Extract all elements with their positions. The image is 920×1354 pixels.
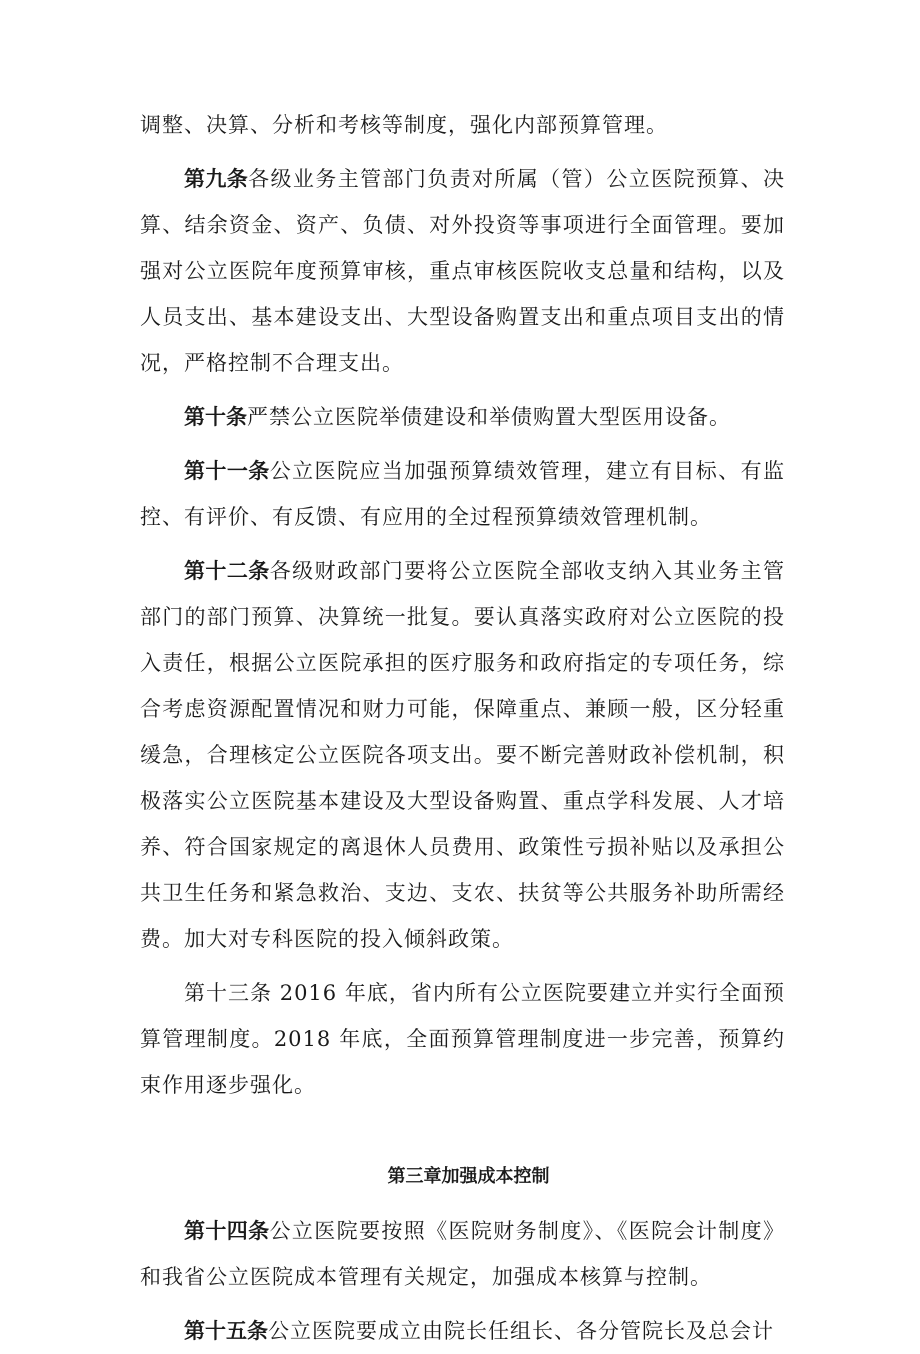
article-text: 第十三条 2016 年底，省内所有公立医院要建立并实行全面预算管理制度。2018 年底，全面预算管理制度进一步完善，预算约束作用逐步强化。 bbox=[140, 981, 785, 1097]
article-13 bbox=[140, 970, 785, 1108]
article-heading: 第九条 bbox=[184, 167, 249, 191]
article-9 bbox=[140, 156, 785, 386]
article-heading: 第十一条 bbox=[184, 459, 270, 483]
article-heading: 第十条 bbox=[184, 405, 247, 429]
article-11 bbox=[140, 448, 785, 540]
chapter-heading: 第三章加强成本控制 bbox=[387, 1166, 550, 1187]
article-text: 公立医院要按照《医院财务制度》、《医院会计制度》和我省公立医院成本管理有关规定，加强成本核算与控制。 bbox=[140, 1219, 786, 1289]
article-15 bbox=[140, 1308, 785, 1354]
article-text: 各级业务主管部门负责对所属（管）公立医院预算、决算、结余资金、资产、负债、对外投资等事项进行全面管理。要加强对公立医院年度预算审核，重点审核医院收支总量和结构，以及人员支出、基本建设支出、大型设备购置支出和重点项目支出的情况，严格控制不合理支出。 bbox=[140, 167, 786, 375]
article-heading: 第十四条 bbox=[184, 1219, 270, 1243]
article-text: 严禁公立医院举债建设和举债购置大型医用设备。 bbox=[247, 405, 731, 429]
paragraph-continued bbox=[140, 102, 785, 148]
article-text: 公立医院应当加强预算绩效管理，建立有目标、有监控、有评价、有反馈、有应用的全过程预算绩效管理机制。 bbox=[140, 459, 786, 529]
article-text: 各级财政部门要将公立医院全部收支纳入其业务主管部门的部门预算、决算统一批复。要认真落实政府对公立医院的投入责任，根据公立医院承担的医疗服务和政府指定的专项任务，综合考虑资源配置情况和财力可能，保障重点、兼顾一般，区分轻重缓急，合理核定公立医院各项支出。要不断完善财政补偿机制，积极落实公立医院基本建设及大型设备购置、重点学科发展、人才培养、符合国家规定的离退休人员费用、政策性亏损补贴以及承担公共卫生任务和紧急救治、支边、支农、扶贫等公共服务补助所需经费。加大对专科医院的投入倾斜政策。 bbox=[140, 559, 786, 951]
article-heading: 第十五条 bbox=[184, 1319, 268, 1343]
article-10 bbox=[140, 394, 785, 440]
paragraph-text: 调整、决算、分析和考核等制度，强化内部预算管理。 bbox=[140, 113, 668, 137]
article-14 bbox=[140, 1208, 785, 1300]
article-heading: 第十二条 bbox=[184, 559, 270, 583]
article-12 bbox=[140, 548, 785, 962]
article-text: 公立医院要成立由院长任组长、各分管院长及总会计 bbox=[268, 1319, 774, 1343]
document-body bbox=[140, 102, 785, 1354]
